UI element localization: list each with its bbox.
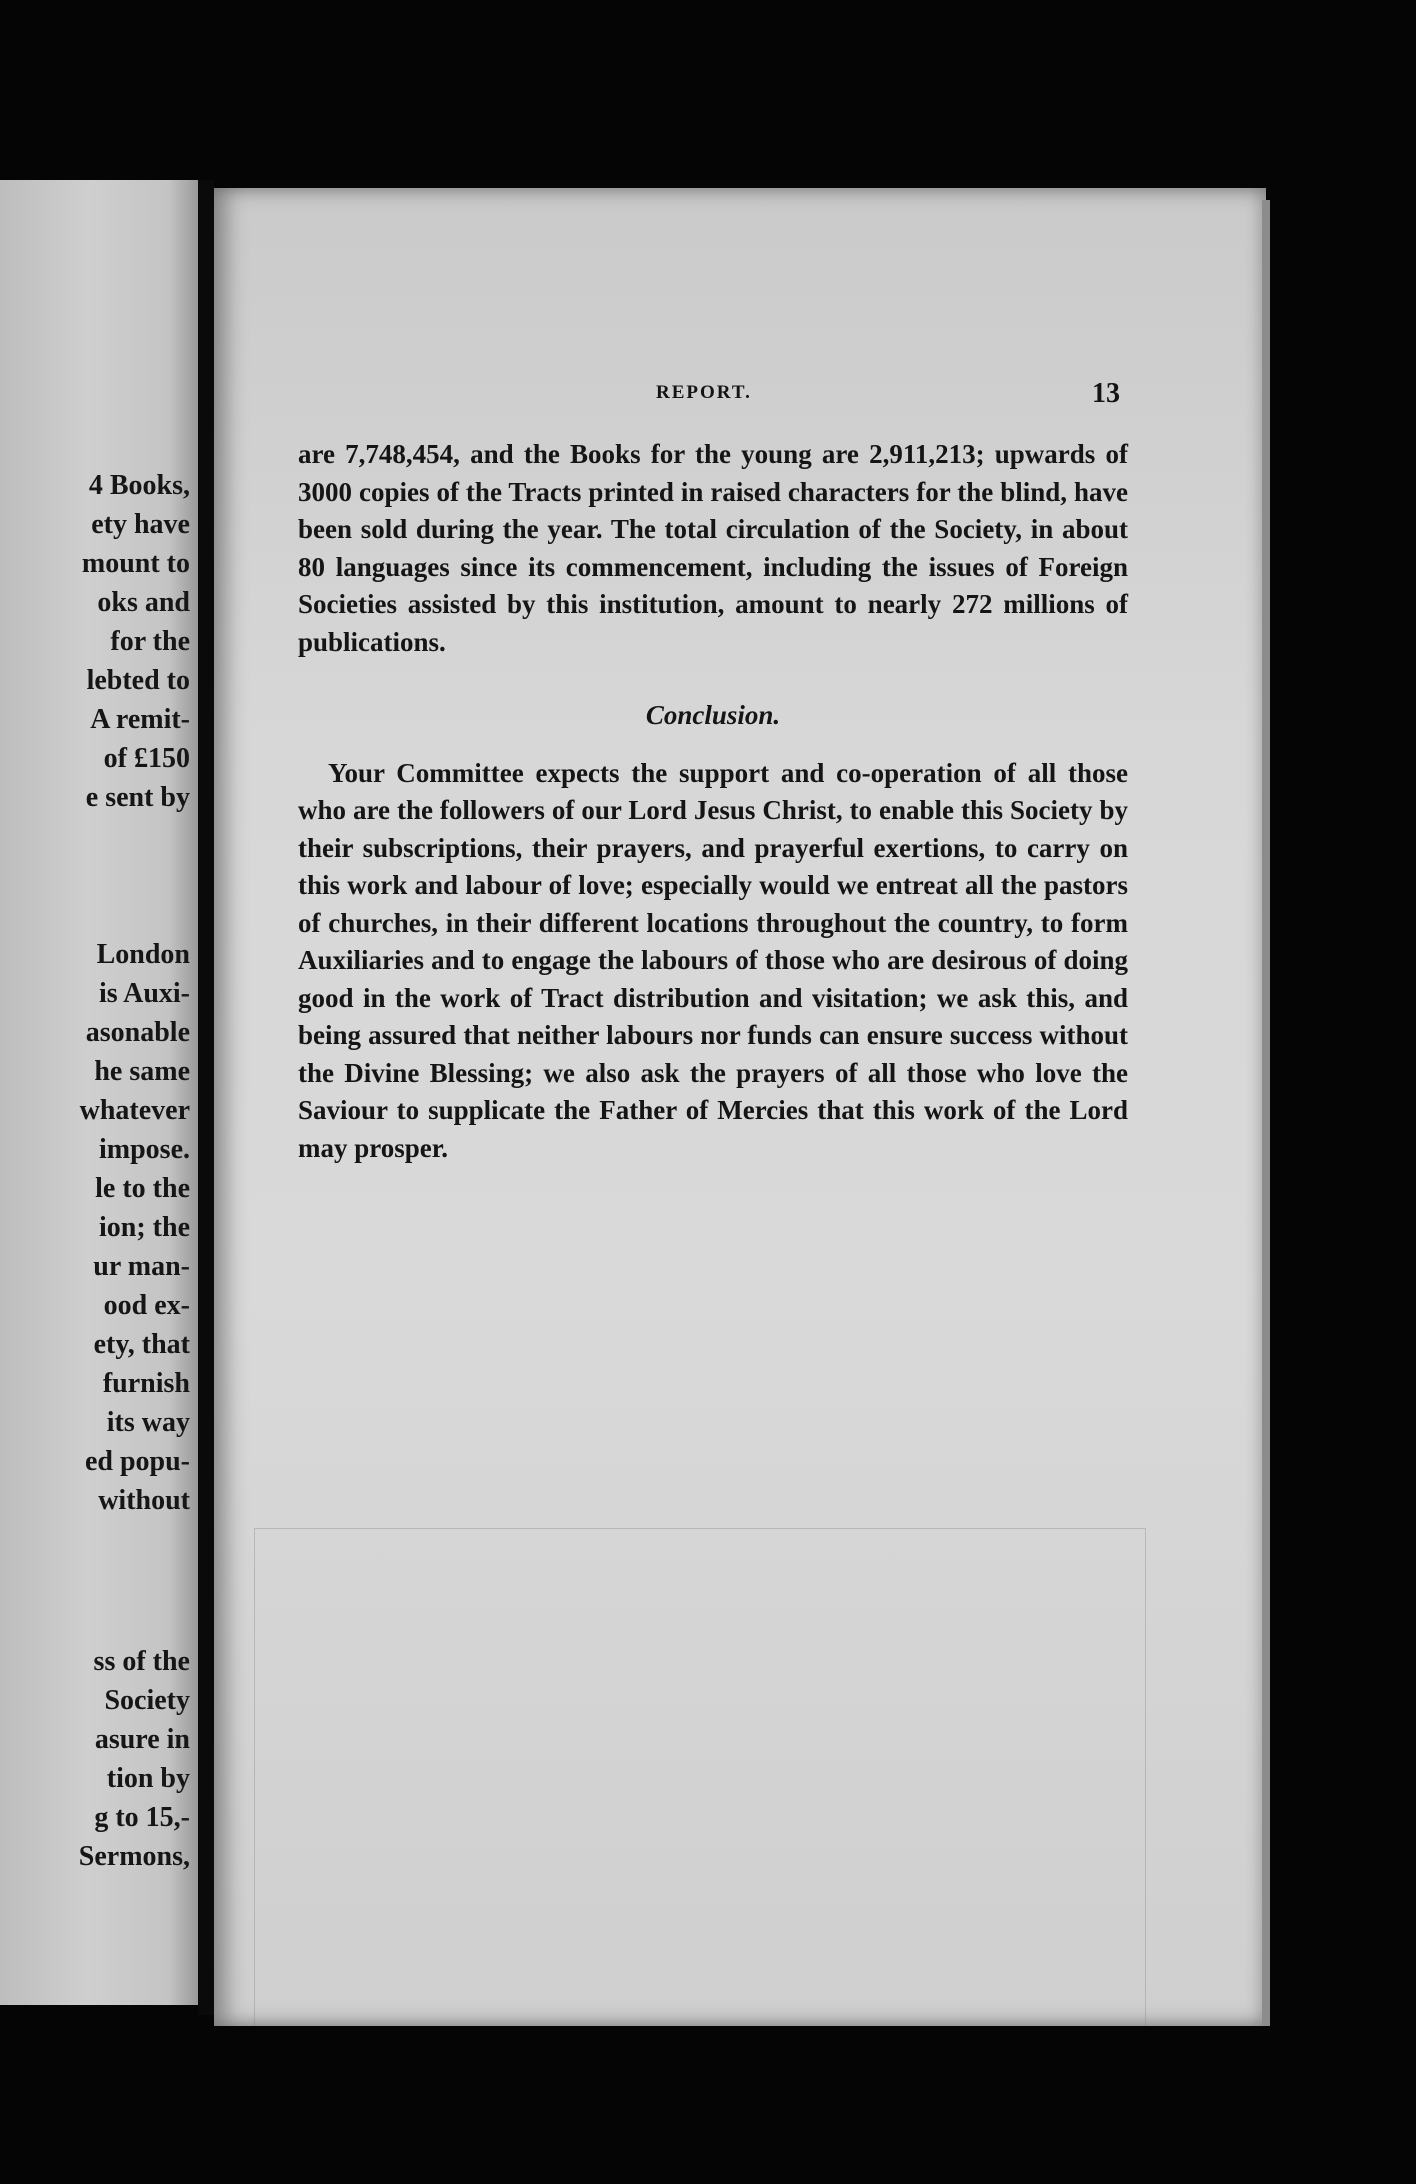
- current-page: [214, 188, 1266, 2026]
- left-line-fragment: is Auxi-: [98, 978, 190, 1009]
- left-line-fragment: asure in: [94, 1724, 190, 1755]
- left-line-fragment: he same: [94, 1056, 190, 1087]
- left-line-fragment: without: [98, 1485, 190, 1516]
- book-gutter: [198, 180, 214, 2015]
- left-line-fragment: impose.: [99, 1134, 190, 1165]
- left-line-fragment: A remit-: [90, 704, 190, 735]
- left-line-fragment: lebted to: [86, 665, 190, 696]
- running-header: [214, 378, 1266, 412]
- left-line-fragment: 4 Books,: [88, 470, 190, 501]
- left-line-fragment: ed popu-: [84, 1446, 190, 1477]
- left-line-fragment: asonable: [85, 1017, 190, 1048]
- running-title: REPORT.: [656, 382, 752, 403]
- left-line-fragment: whatever: [79, 1095, 190, 1126]
- left-line-fragment: London: [96, 939, 190, 970]
- show-through-frame: [254, 1528, 1146, 2026]
- left-line-fragment: its way: [106, 1407, 190, 1438]
- paragraph-continued: are 7,748,454, and the Books for the young are 2,911,213; upwards of 3000 copies of the Tracts printed in raised characters for the blind, have been sold during the year. The total circulation of the Society, in about 80 languages since its commencement, including the issues of Foreign Societies assisted by this institution, amount to nearly 272 millions of publications.: [298, 439, 1128, 657]
- left-line-fragment: ss of the: [93, 1646, 190, 1677]
- left-line-fragment: tion by: [106, 1763, 190, 1794]
- page-body: [298, 436, 1128, 1167]
- left-line-fragment: g to 15,-: [94, 1802, 190, 1833]
- page-edge: [1262, 200, 1270, 2026]
- left-line-fragment: ion; the: [99, 1212, 190, 1243]
- left-line-fragment: ood ex-: [103, 1290, 190, 1321]
- left-line-fragment: Sermons,: [78, 1841, 190, 1872]
- left-line-fragment: ety, that: [93, 1329, 190, 1360]
- left-line-fragment: furnish: [102, 1368, 190, 1399]
- section-heading: Conclusion.: [645, 700, 781, 730]
- left-line-fragment: ety have: [91, 509, 190, 540]
- left-line-fragment: for the: [110, 626, 190, 657]
- previous-page-fragment: [0, 180, 198, 2005]
- left-line-fragment: oks and: [97, 587, 190, 618]
- left-line-fragment: mount to: [81, 548, 190, 579]
- page-number: 13: [1092, 378, 1120, 409]
- left-line-fragment: of £150: [103, 743, 190, 774]
- paragraph-conclusion: Your Committee expects the support and co-operation of all those who are the followers of our Lord Jesus Christ, to enable this Society by their subscriptions, their prayers, and prayerful exertions, to carry on this work and labour of love; especially would we entreat all the pastors of churches, in their different locations throughout the country, to form Auxiliaries and to engage the labours of those who are desirous of doing good in the work of Tract distribution and visitation; we ask this, and being assured that neither labours nor funds can ensure success without the Divine Blessing; we also ask the prayers of all those who love the Saviour to supplicate the Father of Mercies that this work of the Lord may prosper.: [298, 757, 1128, 1163]
- left-line-fragment: Society: [104, 1685, 190, 1716]
- left-line-fragment: e sent by: [85, 782, 190, 813]
- left-line-fragment: ur man-: [93, 1251, 190, 1282]
- left-line-fragment: le to the: [95, 1173, 190, 1204]
